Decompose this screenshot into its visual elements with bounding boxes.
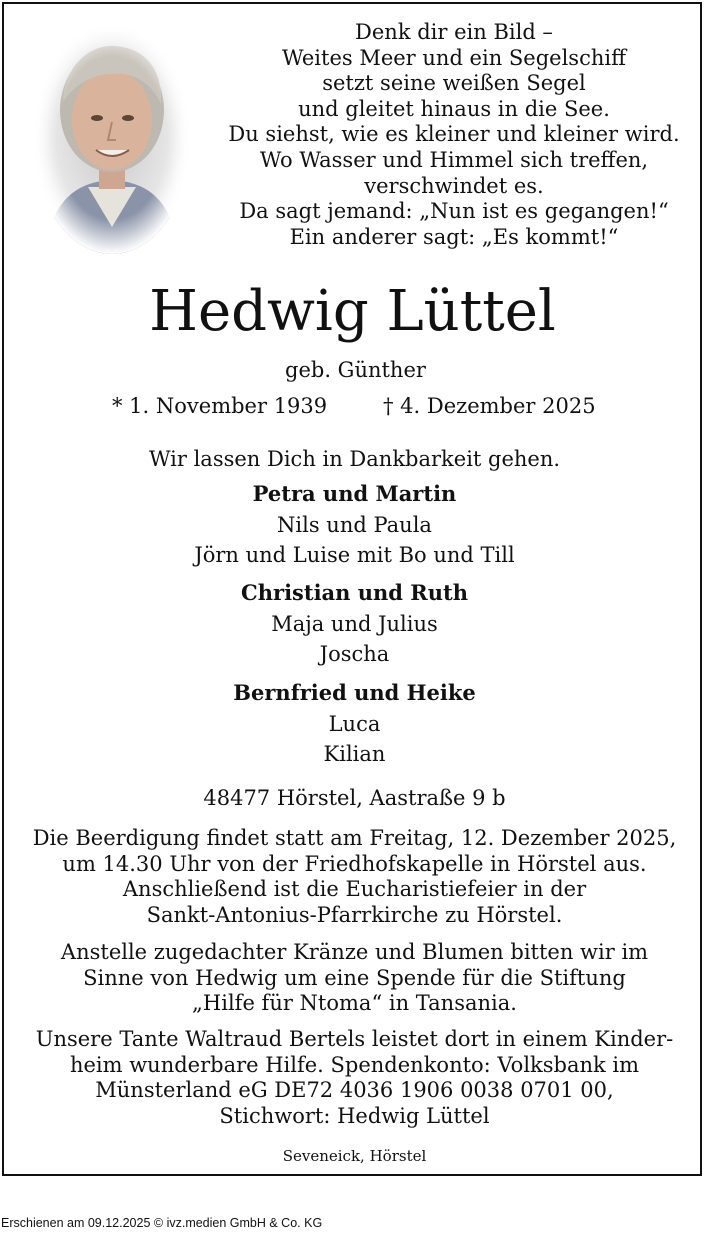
funeral-line: um 14.30 Uhr von der Friedhofskapelle in Hörstel aus. bbox=[62, 851, 647, 876]
portrait-photo bbox=[33, 22, 191, 254]
place-line: Seveneick, Hörstel bbox=[282, 1147, 427, 1165]
family-head: Petra und Martin bbox=[252, 481, 457, 506]
family-member: Joscha bbox=[319, 642, 390, 666]
thanks-line: Wir lassen Dich in Dankbarkeit gehen. bbox=[148, 447, 561, 471]
poem-line: Ein anderer sagt: „Es kommt!“ bbox=[289, 224, 619, 249]
family-group bbox=[0, 479, 709, 571]
family-group bbox=[0, 678, 709, 770]
poem-line: Denk dir ein Bild – bbox=[355, 20, 553, 44]
birth-date: * 1. November 1939 bbox=[112, 394, 328, 418]
publication-footer: Erschienen am 09.12.2025 © ivz.medien GmbH & Co. KG bbox=[1, 1216, 323, 1230]
funeral-info bbox=[0, 826, 709, 928]
family-head: Christian und Ruth bbox=[241, 580, 468, 605]
account-line: Stichwort: Hedwig Lüttel bbox=[219, 1103, 490, 1128]
funeral-line: Anschließend ist die Eucharistiefeier in der bbox=[122, 877, 587, 901]
donation-line: Anstelle zugedachter Kränze und Blumen bitten wir im bbox=[60, 940, 649, 964]
poem-line: verschwindet es. bbox=[364, 173, 544, 198]
deceased-name-block bbox=[0, 279, 709, 345]
poem-line: und gleitet hinaus in die See. bbox=[298, 96, 610, 121]
account-line: Münsterland eG DE72 4036 1906 0038 0701 00, bbox=[95, 1078, 614, 1102]
funeral-line: Die Beerdigung findet statt am Freitag, 12. Dezember 2025, bbox=[32, 826, 677, 850]
address: 48477 Hörstel, Aastraße 9 b bbox=[203, 786, 506, 810]
account-line: heim wunderbare Hilfe. Spendenkonto: Volksbank im bbox=[69, 1052, 640, 1077]
account-line: Unsere Tante Waltraud Bertels leistet dort in einem Kinder- bbox=[35, 1027, 674, 1051]
born-name: geb. Günther bbox=[285, 358, 426, 382]
poem-line: Wo Wasser und Himmel sich treffen, bbox=[259, 147, 649, 172]
deceased-name: Hedwig Lüttel bbox=[149, 279, 556, 344]
donation-line: Sinne von Hedwig um eine Spende für die Stiftung bbox=[83, 965, 626, 990]
family-member: Kilian bbox=[323, 742, 386, 766]
family-head: Bernfried und Heike bbox=[233, 680, 476, 705]
family-member: Nils und Paula bbox=[277, 512, 432, 537]
poem-line: setzt seine weißen Segel bbox=[322, 71, 586, 96]
poem-line: Da sagt jemand: „Nun ist es gegangen!“ bbox=[239, 199, 669, 224]
donation-line: „Hilfe für Ntoma“ in Tansania. bbox=[192, 991, 517, 1015]
portrait-illustration bbox=[33, 22, 191, 254]
donation-info bbox=[0, 940, 709, 1017]
death-date: † 4. Dezember 2025 bbox=[383, 394, 596, 418]
poem-line: Weites Meer und ein Segelschiff bbox=[281, 45, 627, 70]
family-member: Jörn und Luise mit Bo und Till bbox=[194, 543, 515, 567]
poem-line: Du siehst, wie es kleiner und kleiner wird. bbox=[228, 122, 680, 147]
family-member: Maja und Julius bbox=[271, 611, 438, 636]
poem bbox=[210, 20, 698, 250]
funeral-line: Sankt-Antonius-Pfarrkirche zu Hörstel. bbox=[146, 902, 563, 927]
family-member: Luca bbox=[328, 711, 381, 736]
family-group bbox=[0, 578, 709, 670]
account-info bbox=[0, 1027, 709, 1129]
